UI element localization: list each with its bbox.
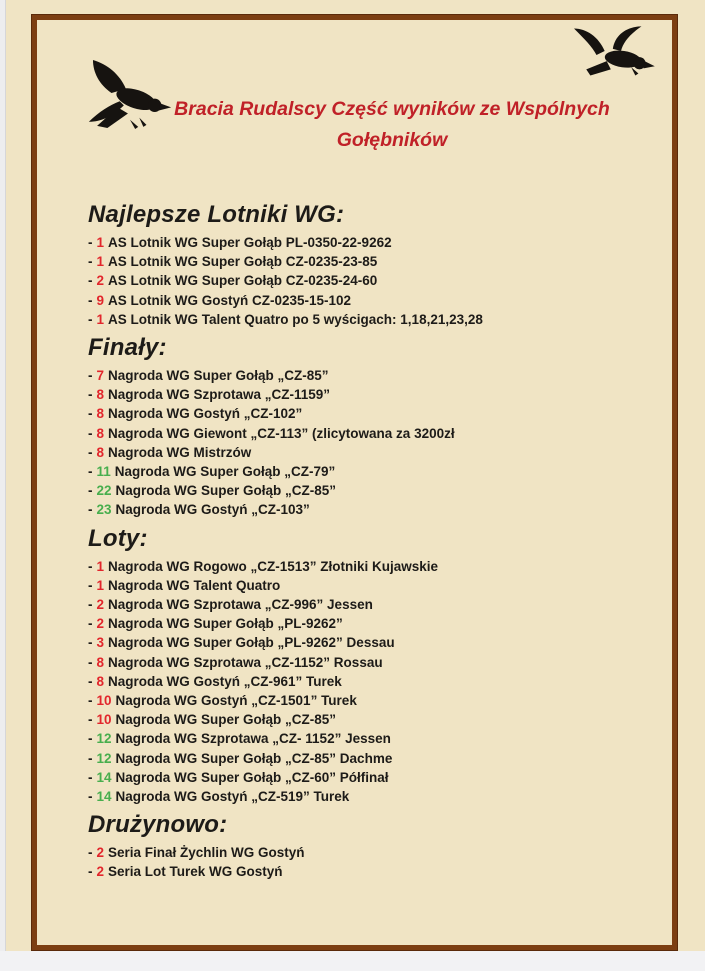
item-rank-number: 8 [96,444,105,460]
list-item [88,557,633,576]
item-text: Nagroda WG Gostyń „CZ-519” Turek [115,789,350,805]
section-item-list [88,233,633,329]
list-item [88,233,633,252]
item-rank-number: 8 [96,387,105,403]
list-item [88,252,633,271]
list-item [88,500,633,519]
section-item-list [88,366,633,520]
section-loty [88,524,633,807]
page-title: Bracia Rudalscy Część wyników ze Wspólnych Gołębników [174,98,610,151]
item-text: Nagroda WG Gostyń „CZ-961” Turek [108,673,342,689]
list-item [88,576,633,595]
section-item-list [88,557,633,807]
item-rank-number: 8 [96,673,105,689]
item-bullet: - [88,731,93,747]
item-rank-number: 1 [96,558,105,574]
item-text: Nagroda WG Super Gołąb „CZ-85” [115,483,337,499]
item-text: AS Lotnik WG Talent Quatro po 5 wyścigach: 1,18,21,23,28 [108,311,483,327]
item-rank-number: 1 [96,235,105,250]
item-bullet: - [88,789,93,805]
item-rank-number: 2 [96,616,105,632]
list-item [88,595,633,614]
section-druzynowo [88,810,633,881]
item-rank-number: 1 [96,577,105,593]
item-text: Nagroda WG Super Gołąb „CZ-85” Dachme [115,750,393,766]
item-bullet: - [88,712,93,728]
item-rank-number: 11 [96,464,111,480]
item-rank-number: 1 [96,254,105,270]
item-text: Seria Finał Żychlin WG Gostyń [108,845,305,861]
item-rank-number: 10 [96,693,112,709]
section-heading: Loty: [88,524,148,552]
list-item [88,614,633,633]
item-bullet: - [88,406,93,422]
item-text: Nagroda WG Super Gołąb „CZ-85” [108,368,329,384]
item-rank-number: 14 [96,789,112,805]
item-text: Nagroda WG Mistrzów [108,444,252,460]
item-text: Nagroda WG Super Gołąb „CZ-60” Półfinał [115,769,389,785]
document-page [6,0,705,951]
list-item [88,768,633,787]
section-item-list [88,843,633,881]
document-body [88,0,633,882]
list-item [88,385,633,404]
item-rank-number: 2 [96,597,105,613]
item-rank-number: 10 [96,712,112,728]
item-text: AS Lotnik WG Super Gołąb CZ-0235-24-60 [108,273,378,289]
item-bullet: - [88,368,93,384]
list-item [88,366,633,385]
item-text: Nagroda WG Gostyń „CZ-102” [108,406,303,422]
item-text: Nagroda WG Super Gołąb „PL-9262” Dessau [108,635,395,651]
item-text: Nagroda WG Szprotawa „CZ- 1152” Jessen [115,731,391,747]
item-rank-number: 2 [96,845,105,861]
item-bullet: - [88,558,93,574]
item-rank-number: 8 [96,406,105,422]
item-rank-number: 23 [96,502,112,518]
item-rank-number: 12 [96,750,112,766]
item-text: Nagroda WG Gostyń „CZ-103” [115,502,310,518]
item-bullet: - [88,673,93,689]
item-bullet: - [88,769,93,785]
list-item [88,404,633,423]
list-item [88,481,633,500]
document-header [88,0,633,196]
section-heading: Drużynowo: [88,811,228,839]
item-rank-number: 8 [96,654,105,670]
item-rank-number: 3 [96,635,105,651]
item-text: Nagroda WG Super Gołąb „CZ-79” [114,464,336,480]
list-item [88,443,633,462]
item-bullet: - [88,750,93,766]
item-rank-number: 22 [96,483,112,499]
section-najlepsze-lotniki [88,200,633,329]
list-item [88,862,633,881]
list-item [88,787,633,806]
item-bullet: - [88,387,93,403]
item-bullet: - [88,483,93,499]
item-rank-number: 12 [96,731,112,747]
item-bullet: - [88,292,93,308]
list-item [88,672,633,691]
item-rank-number: 14 [96,769,112,785]
item-bullet: - [88,235,93,250]
item-text: Nagroda WG Super Gołąb „PL-9262” [108,616,343,632]
item-bullet: - [88,311,93,327]
list-item [88,291,633,310]
list-item [88,729,633,748]
list-item [88,653,633,672]
item-text: Seria Lot Turek WG Gostyń [108,864,283,880]
list-item [88,424,633,443]
section-heading: Najlepsze Lotniki WG: [88,201,345,228]
item-rank-number: 8 [96,425,105,441]
item-bullet: - [88,577,93,593]
item-text: AS Lotnik WG Super Gołąb CZ-0235-23-85 [108,254,378,270]
item-bullet: - [88,273,93,289]
item-rank-number: 7 [96,368,105,384]
item-rank-number: 2 [96,273,105,289]
section-finaly [88,333,633,520]
list-item [88,710,633,729]
list-item [88,310,633,329]
item-text: Nagroda WG Talent Quatro [108,577,281,593]
item-text: Nagroda WG Szprotawa „CZ-996” Jessen [108,597,373,613]
list-item [88,691,633,710]
item-rank-number: 9 [96,292,105,308]
item-bullet: - [88,654,93,670]
item-text: Nagroda WG Gostyń „CZ-1501” Turek [115,693,357,709]
list-item [88,633,633,652]
item-text: AS Lotnik WG Super Gołąb PL-0350-22-9262 [108,235,392,250]
item-bullet: - [88,616,93,632]
item-rank-number: 2 [96,864,105,880]
list-item [88,843,633,862]
item-text: Nagroda WG Szprotawa „CZ-1152” Rossau [108,654,383,670]
item-bullet: - [88,254,93,270]
item-bullet: - [88,845,93,861]
item-bullet: - [88,597,93,613]
item-bullet: - [88,444,93,460]
list-item [88,749,633,768]
item-bullet: - [88,425,93,441]
item-bullet: - [88,864,93,880]
item-text: Nagroda WG Super Gołąb „CZ-85” [115,712,337,728]
item-rank-number: 1 [96,311,105,327]
item-bullet: - [88,693,93,709]
item-text: Nagroda WG Rogowo „CZ-1513” Złotniki Kujawskie [108,558,439,574]
section-heading: Finały: [88,334,167,362]
list-item [88,271,633,290]
item-text: AS Lotnik WG Gostyń CZ-0235-15-102 [108,292,352,308]
item-bullet: - [88,464,93,480]
item-text: Nagroda WG Szprotawa „CZ-1159” [108,387,331,403]
list-item [88,462,633,481]
item-bullet: - [88,502,93,518]
item-bullet: - [88,635,93,651]
item-text: Nagroda WG Giewont „CZ-113” (zlicytowana za 3200zł [108,425,455,441]
